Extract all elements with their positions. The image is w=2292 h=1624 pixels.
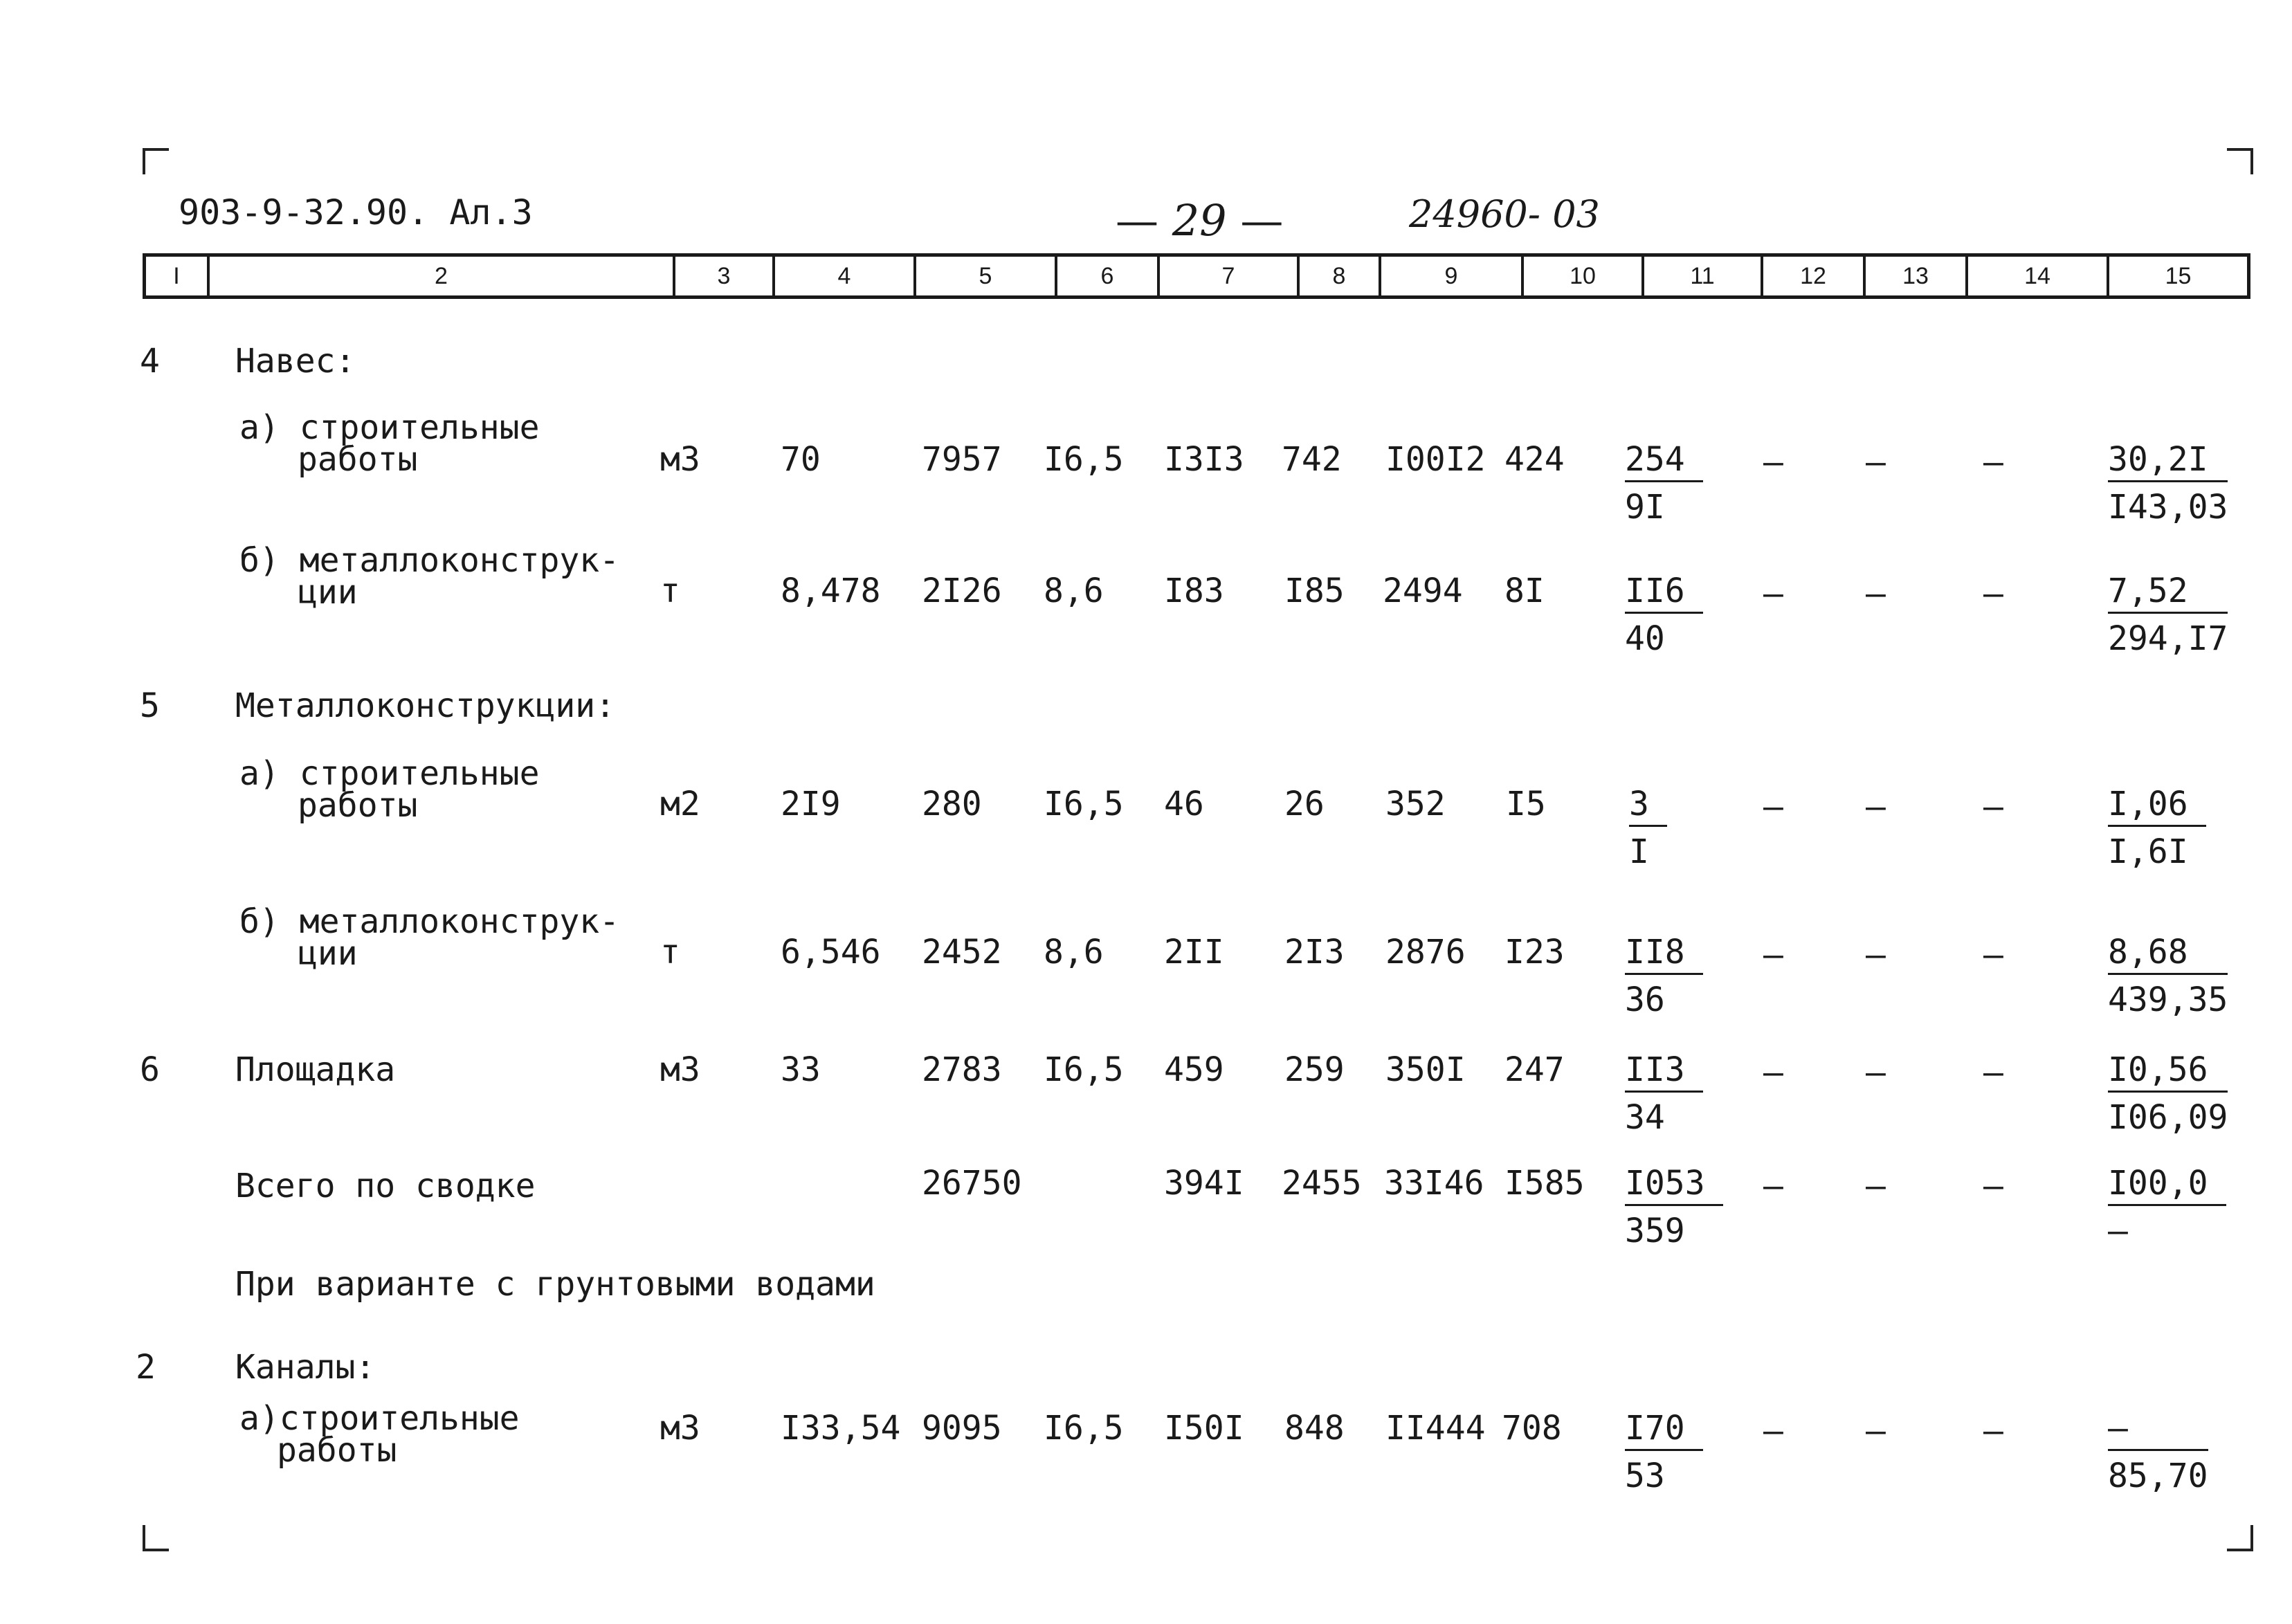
section-title: Площадка (235, 1050, 396, 1089)
cell-col9: 352 (1385, 785, 1446, 823)
cell-col7: I3I3 (1164, 440, 1244, 479)
cell-col5: 2452 (922, 933, 1002, 971)
cell-col5: 2I26 (922, 572, 1002, 610)
cell-col13: – (1866, 936, 1886, 974)
cell-col6: I6,5 (1044, 440, 1124, 479)
cell-col15-fraction (2108, 1409, 2208, 1495)
page-number: — 29 — (1116, 195, 1284, 246)
fraction-top: II6 (1625, 574, 1703, 614)
corner-mark-bottom-right (2227, 1525, 2253, 1551)
cell-col13: – (1866, 1412, 1886, 1450)
cell-col7: 46 (1164, 785, 1204, 823)
section-title: Каналы: (235, 1348, 376, 1387)
section-number: 4 (140, 342, 160, 381)
cell-col6: I6,5 (1044, 1050, 1124, 1089)
cell-col14: – (1983, 1053, 2003, 1092)
cell-col15-fraction (2108, 785, 2206, 871)
cell-col12: – (1763, 936, 1783, 974)
fraction-bottom: I43,03 (2108, 488, 2228, 527)
cell-col7: 394I (1164, 1164, 1244, 1203)
fraction-bottom: 85,70 (2108, 1457, 2208, 1495)
unit-cell: м2 (660, 785, 700, 823)
column-header: 2 (210, 257, 675, 295)
cell-col13: – (1866, 443, 1886, 482)
cell-col7: I83 (1164, 572, 1224, 610)
section-title: Металлоконструкции: (235, 686, 616, 725)
column-header: 13 (1866, 257, 1968, 295)
cell-col7: I50I (1164, 1409, 1244, 1448)
fraction-top: 30,2I (2108, 443, 2228, 482)
cell-col8: 2455 (1282, 1164, 1362, 1203)
fraction-bottom: 359 (1625, 1212, 1685, 1250)
row-name-line2: ции (298, 573, 358, 612)
cell-col11-fraction (1625, 1050, 1703, 1137)
cell-col15-fraction (2108, 1050, 2228, 1137)
fraction-bottom: 294,I7 (2108, 619, 2228, 658)
column-header: 11 (1644, 257, 1763, 295)
column-header: 3 (675, 257, 775, 295)
cell-col6: 8,6 (1044, 933, 1104, 971)
fraction-top: II3 (1625, 1053, 1703, 1093)
cell-col11-fraction (1625, 572, 1703, 658)
cell-col4: 70 (781, 440, 821, 479)
cell-col8: 259 (1284, 1050, 1345, 1089)
row-name-line2: работы (298, 440, 418, 479)
column-header: 4 (775, 257, 916, 295)
cell-col4: 2I9 (781, 785, 841, 823)
page-number-value: 29 (1172, 195, 1227, 246)
row-name-line1: а) строительные (239, 754, 540, 793)
cell-col10: 8I (1504, 572, 1545, 610)
cell-col5: 2783 (922, 1050, 1002, 1089)
cell-col11-fraction (1625, 440, 1703, 527)
column-header: 12 (1763, 257, 1866, 295)
row-name-line1: а) строительные (239, 408, 540, 447)
column-header: 9 (1381, 257, 1524, 295)
column-header: 8 (1300, 257, 1381, 295)
cell-col4: I33,54 (781, 1409, 901, 1448)
section-number: 5 (140, 686, 160, 725)
cell-col8: 2I3 (1284, 933, 1345, 971)
fraction-top: 7,52 (2108, 574, 2228, 614)
cell-col9: 33I46 (1384, 1164, 1484, 1203)
cell-col5: 9095 (922, 1409, 1002, 1448)
fraction-top: I0,56 (2108, 1053, 2228, 1093)
column-header: 14 (1968, 257, 2109, 295)
cell-col10: 247 (1504, 1050, 1565, 1089)
cell-col7: 2II (1164, 933, 1224, 971)
cell-col5: 26750 (922, 1164, 1022, 1203)
cell-col9: 350I (1385, 1050, 1466, 1089)
column-header: 10 (1524, 257, 1644, 295)
cell-col4: 6,546 (781, 933, 881, 971)
cell-col13: – (1866, 1053, 1886, 1092)
cell-col15-fraction (2108, 572, 2228, 658)
column-header: I (146, 257, 210, 295)
cell-col6: 8,6 (1044, 572, 1104, 610)
unit-cell: м3 (660, 1409, 700, 1448)
cell-col5: 7957 (922, 440, 1002, 479)
cell-col12: – (1763, 787, 1783, 826)
cell-col6: I6,5 (1044, 1409, 1124, 1448)
archive-number: 24960- 03 (1409, 192, 1600, 236)
unit-cell: т (660, 572, 680, 610)
column-header-row (143, 253, 2250, 299)
corner-mark-top-left (143, 148, 169, 174)
fraction-bottom: – (2108, 1212, 2128, 1250)
unit-cell: м3 (660, 1050, 700, 1089)
cell-col13: – (1866, 1167, 1886, 1205)
fraction-top: 254 (1625, 443, 1703, 482)
subheading: При варианте с грунтовыми водами (235, 1265, 875, 1304)
cell-col15-fraction (2108, 1164, 2226, 1250)
cell-col13: – (1866, 574, 1886, 613)
cell-col14: – (1983, 574, 2003, 613)
section-title: Всего по сводке (235, 1167, 536, 1205)
column-header: 6 (1057, 257, 1160, 295)
fraction-bottom: I (1629, 832, 1649, 871)
cell-col14: – (1983, 936, 2003, 974)
fraction-top: 3 (1629, 787, 1667, 827)
fraction-top: I70 (1625, 1412, 1703, 1451)
fraction-top: – (2108, 1412, 2208, 1451)
cell-col10: 708 (1502, 1409, 1562, 1448)
fraction-top: I00,0 (2108, 1167, 2226, 1206)
doc-code: 903-9-32.90. Ал.3 (179, 192, 533, 232)
unit-cell: м3 (660, 440, 700, 479)
cell-col12: – (1763, 443, 1783, 482)
row-name-line2: работы (277, 1431, 397, 1470)
fraction-top: II8 (1625, 936, 1703, 975)
cell-col10: I585 (1504, 1164, 1585, 1203)
fraction-top: 8,68 (2108, 936, 2228, 975)
cell-col9: 2876 (1385, 933, 1466, 971)
cell-col10: I23 (1504, 933, 1565, 971)
cell-col10: 424 (1504, 440, 1565, 479)
unit-cell: т (660, 933, 680, 971)
row-name-line1: а)строительные (239, 1399, 520, 1438)
corner-mark-bottom-left (143, 1525, 169, 1551)
cell-col8: I85 (1284, 572, 1345, 610)
cell-col6: I6,5 (1044, 785, 1124, 823)
fraction-bottom: I06,09 (2108, 1098, 2228, 1137)
cell-col14: – (1983, 787, 2003, 826)
row-name-line1: б) металлоконструк- (239, 902, 620, 941)
cell-col10: I5 (1506, 785, 1546, 823)
fraction-bottom: 36 (1625, 980, 1665, 1019)
cell-col8: 848 (1284, 1409, 1345, 1448)
cell-col9: II444 (1385, 1409, 1486, 1448)
fraction-bottom: 9I (1625, 488, 1665, 527)
cell-col13: – (1866, 787, 1886, 826)
section-number: 2 (136, 1348, 156, 1387)
column-header: 15 (2165, 262, 2192, 289)
cell-col15-fraction (2108, 933, 2228, 1019)
fraction-top: I,06 (2108, 787, 2206, 827)
cell-col12: – (1763, 1167, 1783, 1205)
fraction-top: I053 (1625, 1167, 1723, 1206)
cell-col8: 26 (1284, 785, 1325, 823)
cell-col12: – (1763, 1053, 1783, 1092)
cell-col5: 280 (922, 785, 982, 823)
fraction-bottom: 40 (1625, 619, 1665, 658)
cell-col12: – (1763, 574, 1783, 613)
row-name-line2: ции (298, 934, 358, 973)
column-header: 5 (916, 257, 1057, 295)
column-header: 7 (1160, 257, 1300, 295)
cell-col14: – (1983, 1167, 2003, 1205)
cell-col14: – (1983, 443, 2003, 482)
fraction-bottom: 439,35 (2108, 980, 2228, 1019)
cell-col9: I00I2 (1385, 440, 1486, 479)
cell-col8: 742 (1282, 440, 1342, 479)
cell-col11-fraction (1625, 1409, 1703, 1495)
corner-mark-top-right (2227, 148, 2253, 174)
fraction-bottom: 34 (1625, 1098, 1665, 1137)
cell-col11-fraction (1625, 1164, 1723, 1250)
cell-col11-fraction (1625, 933, 1703, 1019)
cell-col11-fraction (1629, 785, 1667, 871)
cell-col4: 33 (781, 1050, 821, 1089)
fraction-bottom: I,6I (2108, 832, 2188, 871)
row-name-line2: работы (298, 786, 418, 825)
cell-col12: – (1763, 1412, 1783, 1450)
cell-col7: 459 (1164, 1050, 1224, 1089)
row-name-line1: б) металлоконструк- (239, 541, 620, 580)
section-title: Навес: (235, 342, 356, 381)
cell-col9: 2494 (1383, 572, 1463, 610)
section-number: 6 (140, 1050, 160, 1089)
cell-col15-fraction (2108, 440, 2228, 527)
cell-col4: 8,478 (781, 572, 881, 610)
cell-col14: – (1983, 1412, 2003, 1450)
fraction-bottom: 53 (1625, 1457, 1665, 1495)
